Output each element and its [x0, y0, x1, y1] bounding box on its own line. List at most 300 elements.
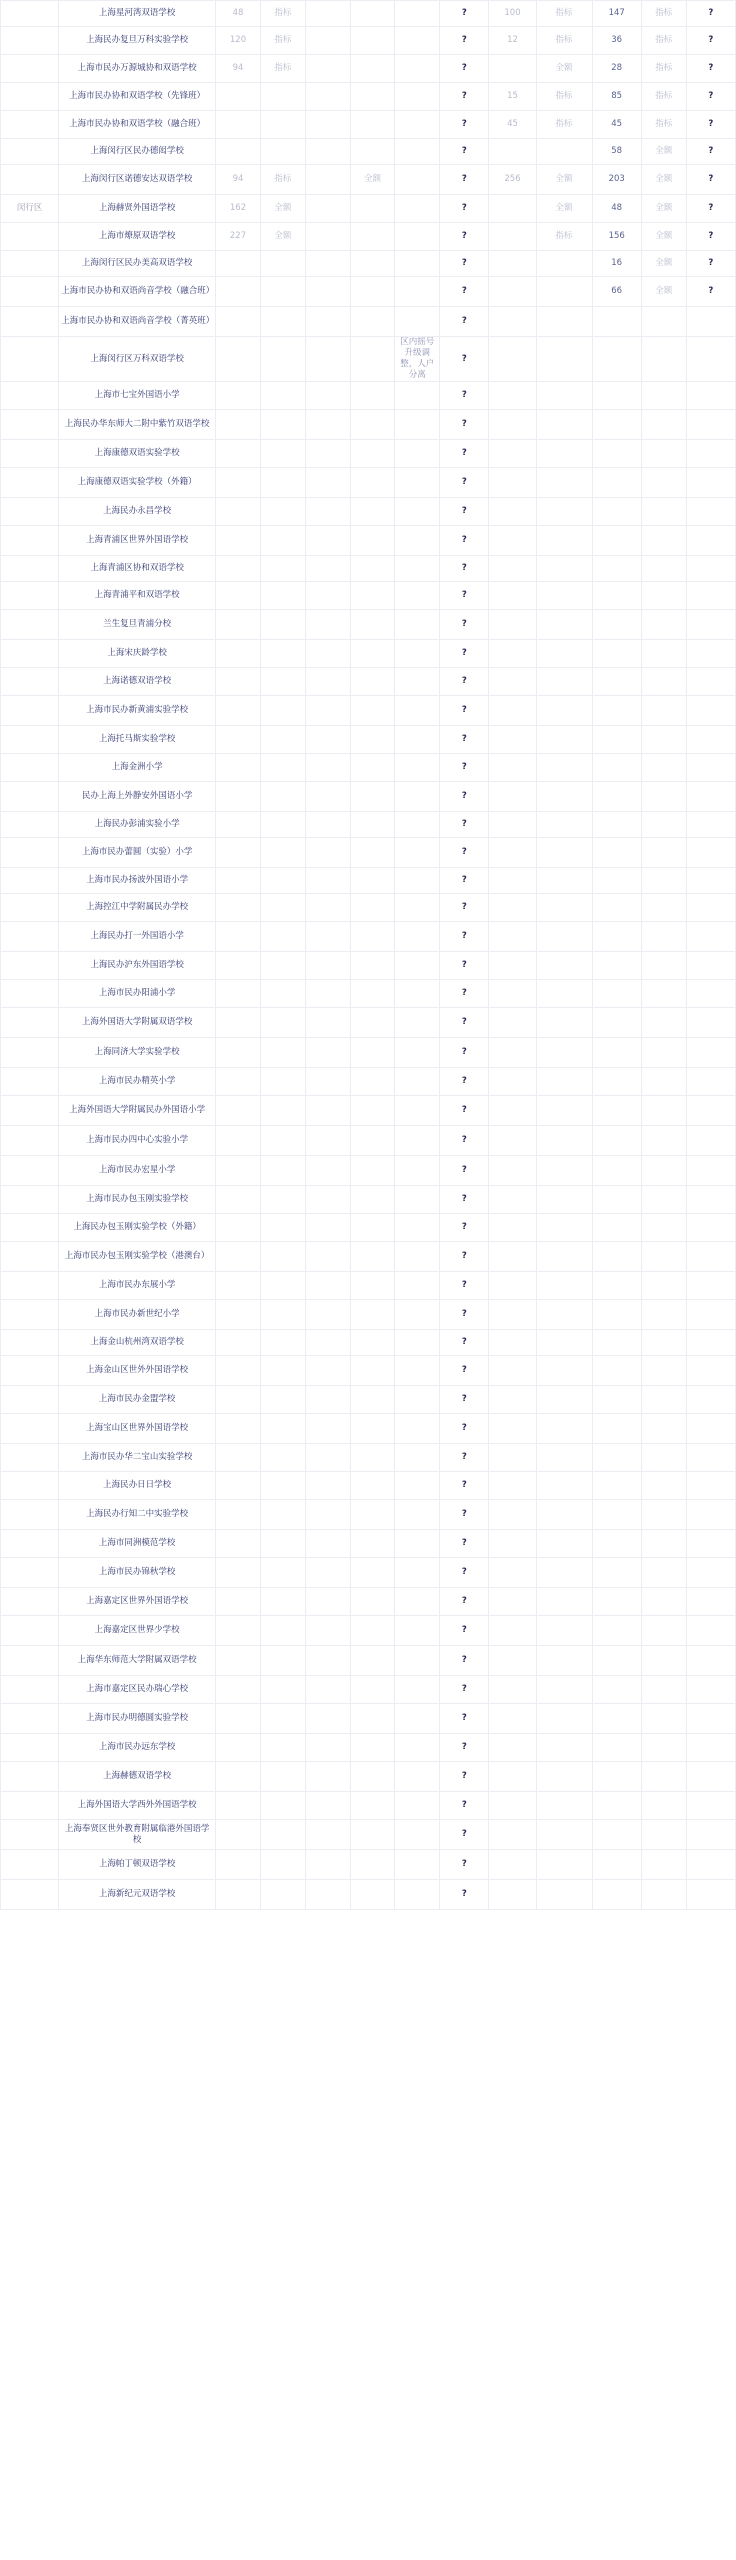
value-cell [260, 139, 305, 165]
district-cell [1, 1820, 59, 1850]
value-cell [305, 1300, 350, 1330]
value-cell [260, 754, 305, 782]
value-cell [305, 1126, 350, 1156]
school-name-cell: 上海民办行知二中实验学校 [59, 1500, 216, 1530]
unknown-mark-cell: ? [440, 1820, 489, 1850]
table-row [1, 1792, 736, 1820]
district-cell [1, 838, 59, 868]
unknown-mark-cell: ? [440, 782, 489, 812]
value-cell [536, 1734, 592, 1762]
unknown-mark-cell: ? [440, 1616, 489, 1646]
unknown-mark-cell [686, 468, 735, 498]
note-cell [395, 1530, 440, 1558]
value-cell [641, 1038, 686, 1068]
unknown-mark-cell: ? [686, 165, 735, 195]
value-cell [260, 526, 305, 556]
value-cell [260, 1558, 305, 1588]
value-cell [260, 1850, 305, 1880]
unknown-mark-cell: ? [440, 1676, 489, 1704]
table-row [1, 526, 736, 556]
value-cell: 156 [592, 223, 641, 251]
value-cell [641, 696, 686, 726]
value-cell: 全额 [536, 55, 592, 83]
unknown-mark-cell [686, 307, 735, 337]
value-cell [641, 410, 686, 440]
note-cell [395, 223, 440, 251]
note-cell [395, 1704, 440, 1734]
value-cell [641, 980, 686, 1008]
district-cell [1, 468, 59, 498]
value-cell [216, 952, 261, 980]
unknown-mark-cell [686, 952, 735, 980]
note-cell [395, 838, 440, 868]
table-row [1, 410, 736, 440]
district-cell [1, 1616, 59, 1646]
value-cell [536, 1356, 592, 1386]
value-cell [489, 1330, 536, 1356]
value-cell [536, 1500, 592, 1530]
value-cell [260, 1272, 305, 1300]
value-cell [489, 782, 536, 812]
unknown-mark-cell: ? [440, 812, 489, 838]
value-cell [305, 894, 350, 922]
district-cell [1, 526, 59, 556]
value-cell [641, 782, 686, 812]
district-cell [1, 1414, 59, 1444]
value-cell [350, 1734, 395, 1762]
value-cell [350, 526, 395, 556]
value-cell [350, 27, 395, 55]
note-cell [395, 251, 440, 277]
value-cell [350, 1792, 395, 1820]
value-cell [489, 812, 536, 838]
district-cell [1, 277, 59, 307]
value-cell [216, 894, 261, 922]
district-cell [1, 83, 59, 111]
value-cell: 58 [592, 139, 641, 165]
unknown-mark-cell: ? [440, 1414, 489, 1444]
note-cell [395, 1300, 440, 1330]
value-cell [536, 1038, 592, 1068]
district-cell [1, 440, 59, 468]
value-cell [536, 782, 592, 812]
school-name-cell: 上海市民办明德圆实验学校 [59, 1704, 216, 1734]
table-row [1, 980, 736, 1008]
value-cell [536, 1880, 592, 1910]
value-cell [489, 1300, 536, 1330]
table-row [1, 1646, 736, 1676]
value-cell [350, 838, 395, 868]
value-cell [260, 980, 305, 1008]
value-cell [536, 1762, 592, 1792]
unknown-mark-cell [686, 1704, 735, 1734]
note-cell [395, 1414, 440, 1444]
value-cell [260, 1762, 305, 1792]
value-cell [536, 1444, 592, 1472]
school-name-cell: 上海市民办包玉刚实验学校 [59, 1186, 216, 1214]
value-cell [489, 1096, 536, 1126]
value-cell [536, 1386, 592, 1414]
district-cell [1, 1186, 59, 1214]
value-cell [305, 782, 350, 812]
value-cell: 指标 [641, 27, 686, 55]
value-cell [489, 1792, 536, 1820]
district-cell [1, 1792, 59, 1820]
unknown-mark-cell: ? [440, 1096, 489, 1126]
value-cell [216, 1588, 261, 1616]
table-row [1, 55, 736, 83]
value-cell [305, 1272, 350, 1300]
value-cell [305, 195, 350, 223]
unknown-mark-cell [686, 1588, 735, 1616]
district-cell [1, 952, 59, 980]
value-cell [216, 1704, 261, 1734]
value-cell [260, 1472, 305, 1500]
value-cell [260, 111, 305, 139]
unknown-mark-cell [686, 1530, 735, 1558]
note-cell [395, 610, 440, 640]
table-row [1, 1472, 736, 1500]
district-cell [1, 251, 59, 277]
value-cell [592, 556, 641, 582]
value-cell [641, 1272, 686, 1300]
value-cell [305, 440, 350, 468]
school-name-cell: 上海市民办蕾圆（实验）小学 [59, 838, 216, 868]
value-cell [305, 1616, 350, 1646]
value-cell: 全额 [260, 223, 305, 251]
school-name-cell: 上海市七宝外国语小学 [59, 382, 216, 410]
note-cell [395, 1444, 440, 1472]
value-cell [216, 139, 261, 165]
value-cell [641, 1126, 686, 1156]
value-cell: 全额 [641, 195, 686, 223]
value-cell [641, 1068, 686, 1096]
value-cell [260, 838, 305, 868]
value-cell [536, 894, 592, 922]
value-cell [592, 1850, 641, 1880]
value-cell [489, 498, 536, 526]
note-cell [395, 812, 440, 838]
value-cell [641, 307, 686, 337]
value-cell [536, 1820, 592, 1850]
unknown-mark-cell: ? [440, 1558, 489, 1588]
value-cell [216, 696, 261, 726]
district-cell [1, 980, 59, 1008]
value-cell [641, 1616, 686, 1646]
school-name-cell: 上海市民办华二宝山实验学校 [59, 1444, 216, 1472]
value-cell [489, 1356, 536, 1386]
note-cell [395, 1880, 440, 1910]
value-cell [350, 111, 395, 139]
unknown-mark-cell: ? [440, 696, 489, 726]
value-cell [536, 1126, 592, 1156]
value-cell [489, 1272, 536, 1300]
value-cell [260, 1500, 305, 1530]
value-cell [305, 952, 350, 980]
district-cell: 闵行区 [1, 195, 59, 223]
value-cell: 256 [489, 165, 536, 195]
value-cell [260, 812, 305, 838]
value-cell [641, 754, 686, 782]
value-cell [641, 868, 686, 894]
note-cell [395, 468, 440, 498]
school-name-cell: 上海闵行区诺德安达双语学校 [59, 165, 216, 195]
unknown-mark-cell [686, 1676, 735, 1704]
value-cell [592, 1616, 641, 1646]
value-cell [641, 1734, 686, 1762]
unknown-mark-cell [686, 980, 735, 1008]
value-cell [216, 1242, 261, 1272]
unknown-mark-cell: ? [440, 1, 489, 27]
unknown-mark-cell: ? [440, 440, 489, 468]
unknown-mark-cell: ? [440, 668, 489, 696]
district-cell [1, 726, 59, 754]
district-cell [1, 498, 59, 526]
value-cell [489, 139, 536, 165]
value-cell [216, 812, 261, 838]
school-name-cell: 民办上海上外静安外国语小学 [59, 782, 216, 812]
value-cell [536, 610, 592, 640]
unknown-mark-cell: ? [440, 1704, 489, 1734]
value-cell: 全额 [536, 195, 592, 223]
value-cell [216, 838, 261, 868]
value-cell [641, 1386, 686, 1414]
value-cell [489, 410, 536, 440]
unknown-mark-cell: ? [440, 894, 489, 922]
table-row [1, 696, 736, 726]
value-cell [592, 382, 641, 410]
value-cell [350, 1500, 395, 1530]
unknown-mark-cell [686, 1762, 735, 1792]
unknown-mark-cell: ? [440, 640, 489, 668]
value-cell [592, 1300, 641, 1330]
district-cell [1, 307, 59, 337]
table-row [1, 1500, 736, 1530]
value-cell [536, 868, 592, 894]
unknown-mark-cell: ? [440, 1214, 489, 1242]
district-cell [1, 640, 59, 668]
value-cell [489, 1558, 536, 1588]
value-cell [216, 1300, 261, 1330]
value-cell [350, 1214, 395, 1242]
value-cell [592, 1762, 641, 1792]
value-cell [305, 610, 350, 640]
value-cell: 120 [216, 27, 261, 55]
unknown-mark-cell [686, 498, 735, 526]
value-cell [216, 1096, 261, 1126]
unknown-mark-cell [686, 1126, 735, 1156]
value-cell [592, 1272, 641, 1300]
value-cell [489, 1008, 536, 1038]
value-cell [305, 223, 350, 251]
value-cell: 指标 [536, 223, 592, 251]
value-cell [592, 1530, 641, 1558]
note-cell [395, 1068, 440, 1096]
value-cell [305, 696, 350, 726]
value-cell: 85 [592, 83, 641, 111]
value-cell [536, 307, 592, 337]
school-name-cell: 上海市嘉定区民办瑞心学校 [59, 1676, 216, 1704]
value-cell: 指标 [260, 1, 305, 27]
school-name-cell: 兰生复旦青浦分校 [59, 610, 216, 640]
value-cell [260, 83, 305, 111]
table-row [1, 277, 736, 307]
value-cell [592, 1500, 641, 1530]
school-name-cell: 上海闵行区民办美高双语学校 [59, 251, 216, 277]
value-cell [305, 1792, 350, 1820]
unknown-mark-cell: ? [440, 307, 489, 337]
value-cell [350, 1008, 395, 1038]
value-cell [489, 1530, 536, 1558]
value-cell [216, 410, 261, 440]
note-cell [395, 526, 440, 556]
note-cell [395, 980, 440, 1008]
table-row [1, 1850, 736, 1880]
district-cell [1, 1214, 59, 1242]
district-cell [1, 556, 59, 582]
value-cell [592, 726, 641, 754]
table-row [1, 1186, 736, 1214]
unknown-mark-cell: ? [686, 83, 735, 111]
district-cell [1, 1530, 59, 1558]
value-cell: 指标 [536, 1, 592, 27]
school-name-cell: 上海青浦平和双语学校 [59, 582, 216, 610]
note-cell [395, 440, 440, 468]
value-cell [536, 1646, 592, 1676]
note-cell [395, 1008, 440, 1038]
unknown-mark-cell [686, 1186, 735, 1214]
value-cell [536, 1272, 592, 1300]
value-cell [216, 1386, 261, 1414]
value-cell [641, 1414, 686, 1444]
school-name-cell: 上海宝山区世界外国语学校 [59, 1414, 216, 1444]
value-cell [350, 1096, 395, 1126]
unknown-mark-cell [686, 556, 735, 582]
value-cell [592, 498, 641, 526]
value-cell [350, 1850, 395, 1880]
table-row [1, 1444, 736, 1472]
table-row [1, 610, 736, 640]
value-cell: 指标 [260, 165, 305, 195]
value-cell [350, 55, 395, 83]
value-cell [592, 1444, 641, 1472]
value-cell [260, 1126, 305, 1156]
value-cell [592, 1008, 641, 1038]
unknown-mark-cell [686, 922, 735, 952]
value-cell [350, 894, 395, 922]
value-cell [305, 1676, 350, 1704]
value-cell [350, 640, 395, 668]
value-cell [260, 1414, 305, 1444]
value-cell [489, 1820, 536, 1850]
note-cell [395, 1792, 440, 1820]
value-cell [216, 307, 261, 337]
value-cell [216, 382, 261, 410]
table-row [1, 1588, 736, 1616]
value-cell [216, 1156, 261, 1186]
value-cell [216, 1616, 261, 1646]
value-cell [350, 1156, 395, 1186]
value-cell [489, 1850, 536, 1880]
value-cell [536, 1530, 592, 1558]
value-cell: 全额 [536, 165, 592, 195]
value-cell: 12 [489, 27, 536, 55]
unknown-mark-cell [686, 640, 735, 668]
value-cell [305, 251, 350, 277]
unknown-mark-cell: ? [686, 139, 735, 165]
table-row [1, 582, 736, 610]
unknown-mark-cell: ? [440, 1792, 489, 1820]
value-cell [305, 55, 350, 83]
value-cell [592, 782, 641, 812]
value-cell: 指标 [641, 111, 686, 139]
note-cell [395, 1472, 440, 1500]
value-cell [536, 410, 592, 440]
school-name-cell: 上海民办彭浦实验小学 [59, 812, 216, 838]
value-cell [592, 410, 641, 440]
value-cell [216, 1068, 261, 1096]
school-name-cell: 上海金山区世外外国语学校 [59, 1356, 216, 1386]
table-row [1, 812, 736, 838]
value-cell: 45 [489, 111, 536, 139]
table-row [1, 1038, 736, 1068]
value-cell [641, 1880, 686, 1910]
unknown-mark-cell: ? [686, 251, 735, 277]
district-cell [1, 754, 59, 782]
value-cell [536, 980, 592, 1008]
value-cell [350, 139, 395, 165]
unknown-mark-cell: ? [440, 868, 489, 894]
value-cell [592, 1880, 641, 1910]
school-name-cell: 上海外国语大学西外外国语学校 [59, 1792, 216, 1820]
table-row [1, 1704, 736, 1734]
unknown-mark-cell: ? [440, 277, 489, 307]
school-name-cell: 上海市民办精英小学 [59, 1068, 216, 1096]
value-cell [641, 812, 686, 838]
unknown-mark-cell [686, 582, 735, 610]
value-cell [216, 980, 261, 1008]
value-cell [216, 922, 261, 952]
value-cell [641, 1676, 686, 1704]
unknown-mark-cell: ? [440, 726, 489, 754]
unknown-mark-cell [686, 838, 735, 868]
value-cell [260, 1038, 305, 1068]
value-cell [216, 251, 261, 277]
value-cell [260, 1444, 305, 1472]
table-row [1, 838, 736, 868]
unknown-mark-cell [686, 1156, 735, 1186]
value-cell [305, 1096, 350, 1126]
value-cell [305, 307, 350, 337]
note-cell: 区内摇号 升级调整，人户分离 [395, 337, 440, 382]
value-cell [641, 468, 686, 498]
table-row [1, 1272, 736, 1300]
unknown-mark-cell: ? [686, 27, 735, 55]
school-name-cell: 上海市民办锦秋学校 [59, 1558, 216, 1588]
district-cell [1, 1558, 59, 1588]
table-row [1, 139, 736, 165]
value-cell [216, 668, 261, 696]
unknown-mark-cell [686, 610, 735, 640]
unknown-mark-cell [686, 1500, 735, 1530]
value-cell [216, 1356, 261, 1386]
school-name-cell: 上海帕丁顿双语学校 [59, 1850, 216, 1880]
value-cell [592, 1214, 641, 1242]
unknown-mark-cell: ? [440, 754, 489, 782]
value-cell [305, 83, 350, 111]
table-row [1, 640, 736, 668]
note-cell [395, 1850, 440, 1880]
